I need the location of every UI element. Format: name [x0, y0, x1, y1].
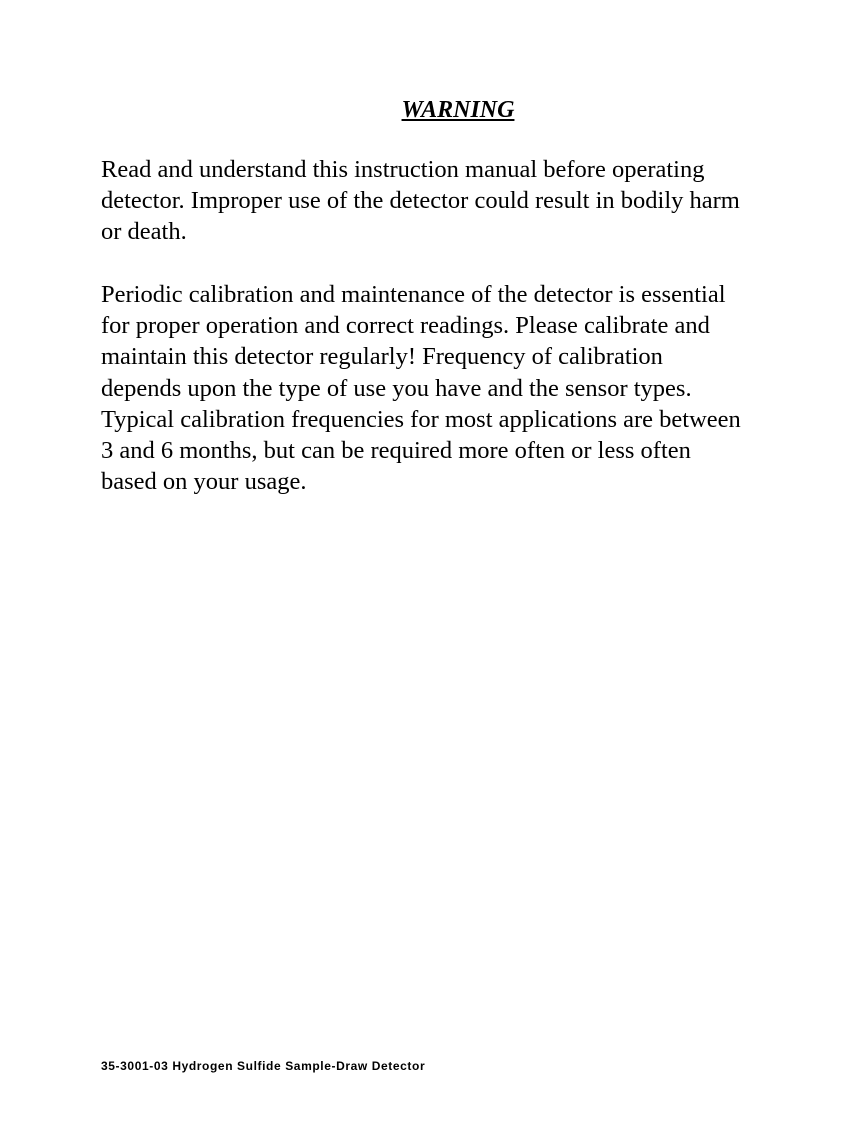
paragraph-read-manual: Read and understand this instruction manual before operating detector. Improper use of the detector could result in bodily harm or death. — [101, 156, 740, 246]
paragraph-calibration: Periodic calibration and maintenance of the detector is essential for proper operation and correct readings. Please calibrate and maintain this detector regularly! Frequency of calibration depends upon the type of use you have and the sensor types. Typical calibration frequencies for most applications are between 3 and 6 months, but can be required more often or less often based on your usage. — [101, 281, 741, 496]
page-footer: 35-3001-03 Hydrogen Sulfide Sample-Draw Detector — [101, 1059, 426, 1073]
warning-heading: WARNING — [401, 97, 515, 123]
